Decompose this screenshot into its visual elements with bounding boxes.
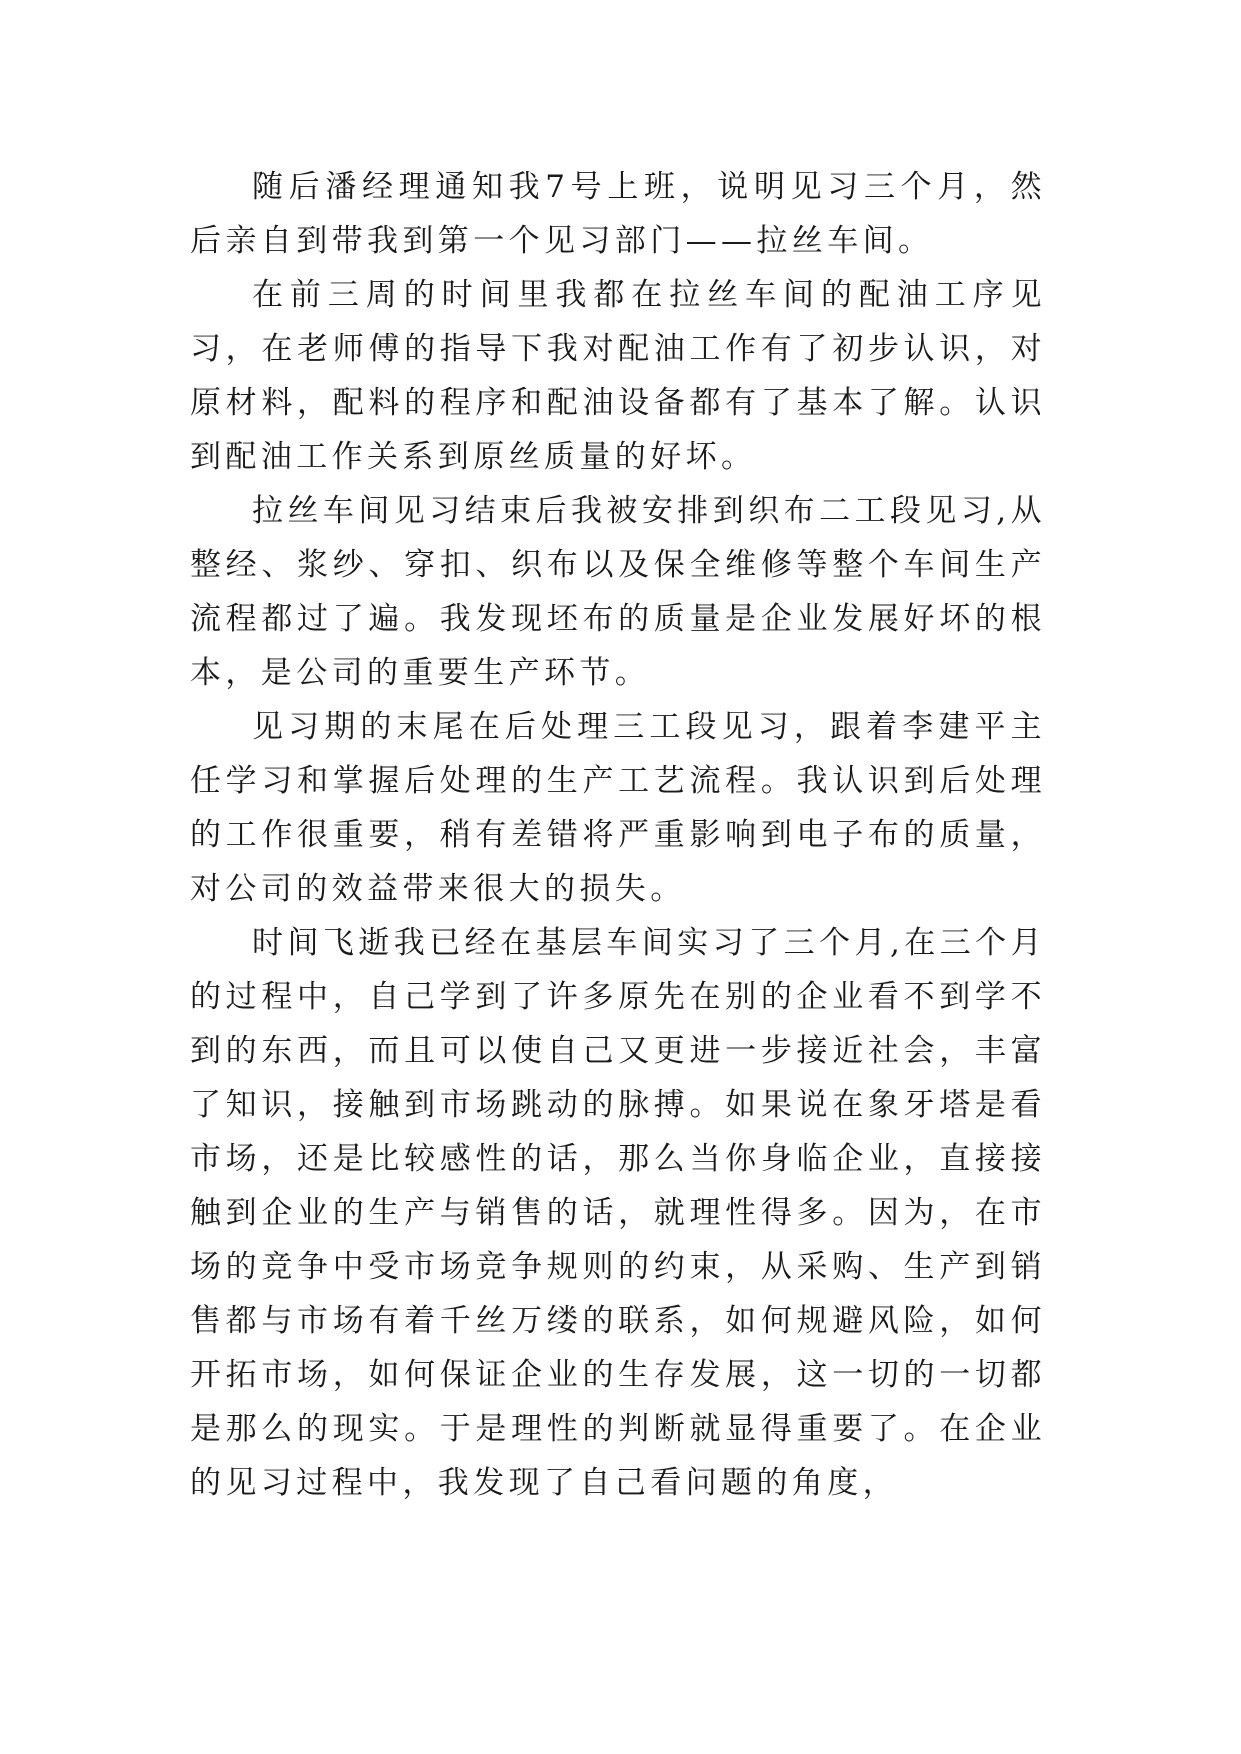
paragraph-1: 随后潘经理通知我7号上班，说明见习三个月，然后亲自到带我到第一个见习部门——拉丝车间。 <box>190 169 1046 259</box>
paragraph-4: 见习期的末尾在后处理三工段见习，跟着李建平主任学习和掌握后处理的生产工艺流程。我认识到后处理的工作很重要，稍有差错将严重影响到电子布的质量，对公司的效益带来很大的损失。 <box>190 709 1046 907</box>
paragraph-3: 拉丝车间见习结束后我被安排到织布二工段见习,从整经、浆纱、穿扣、织布以及保全维修等整个车间生产流程都过了遍。我发现坯布的质量是企业发展好坏的根本，是公司的重要生产环节。 <box>190 493 1046 691</box>
document-body <box>190 160 1046 1510</box>
paragraph-2: 在前三周的时间里我都在拉丝车间的配油工序见习，在老师傅的指导下我对配油工作有了初步认识，对原材料，配料的程序和配油设备都有了基本了解。认识到配油工作关系到原丝质量的好坏。 <box>190 277 1046 475</box>
paragraph-5: 时间飞逝我已经在基层车间实习了三个月,在三个月的过程中，自己学到了许多原先在别的企业看不到学不到的东西，而且可以使自己又更进一步接近社会，丰富了知识，接触到市场跳动的脉搏。如果说在象牙塔是看市场，还是比较感性的话，那么当你身临企业，直接接触到企业的生产与销售的话，就理性得多。因为，在市场的竞争中受市场竞争规则的约束，从采购、生产到销售都与市场有着千丝万缕的联系，如何规避风险，如何开拓市场，如何保证企业的生存发展，这一切的一切都是那么的现实。于是理性的判断就显得重要了。在企业的见习过程中，我发现了自己看问题的角度， <box>190 925 1046 1501</box>
